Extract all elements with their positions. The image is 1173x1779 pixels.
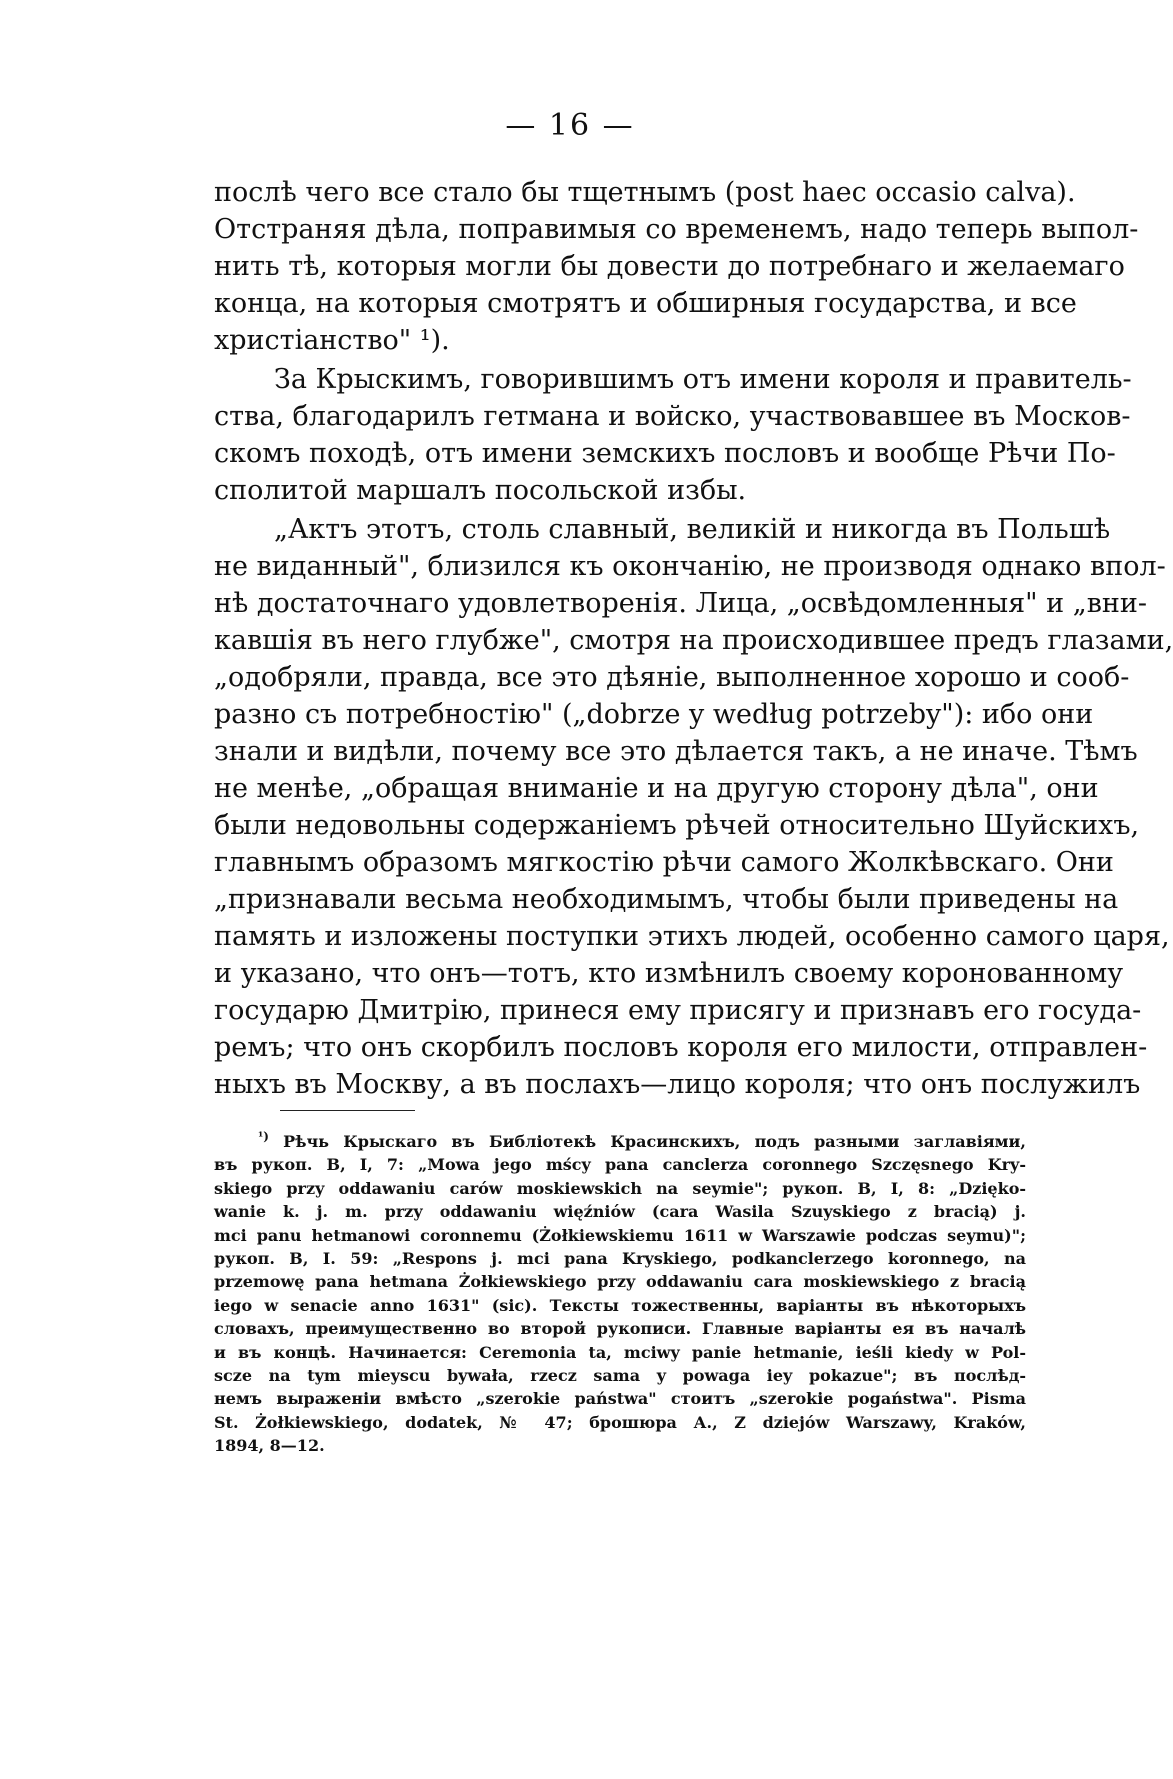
text-line: государю Дмитрію, принеся ему присягу и признавъ его госуда- [214, 995, 1142, 1026]
footnote-line: и въ концѣ. Начинается: Ceremonia ta, mciwy panie hetmanie, ieśli kiedy w Pol- [214, 1342, 1026, 1362]
footnote-line: scze na tym mieyscu bywała, rzecz sama y powaga iey pokazue"; въ послѣд- [214, 1365, 1026, 1385]
text-line: были недовольны содержаніемъ рѣчей относительно Шуйскихъ, [214, 810, 1140, 841]
text-line: знали и видѣли, почему все это дѣлается такъ, а не иначе. Тѣмъ [214, 736, 1138, 767]
footnote-line: въ рукоп. B, I, 7: „Mowa jego mścy pana canclerza coronnego Szczęsnego Kry- [214, 1155, 1026, 1175]
footnote-line: przemowę pana hetmana Żołkiewskiego przy oddawaniu cara moskiewskiego z bracią [214, 1272, 1026, 1292]
text-line: память и изложены поступки этихъ людей, особенно самого царя, [214, 921, 1170, 952]
text-line: послѣ чего все стало бы тщетнымъ (post haec occasio calva). [214, 177, 1076, 208]
footnote-line-first [214, 1130, 1026, 1153]
text-line: нѣ достаточнаго удовлетворенія. Лица, „освѣдомленныя" и „вни- [214, 588, 1148, 619]
page-number: — 16 — [505, 108, 635, 143]
text-line: главнымъ образомъ мягкостію рѣчи самого Жолкѣвскаго. Они [214, 847, 1114, 878]
footnote-line: словахъ, преимущественно во второй рукописи. Главные варіанты ея въ началѣ [214, 1319, 1026, 1339]
footnote-line: Рѣчь Крыскаго въ Библіотекѣ Красинскихъ, подъ разными заглавіями, [283, 1132, 1026, 1151]
footnote-divider [280, 1110, 415, 1111]
text-line: скомъ походѣ, отъ имени земскихъ пословъ и вообще Рѣчи По- [214, 438, 1116, 469]
text-line: кавшія въ него глубже", смотря на происходившее предъ глазами, [214, 625, 1173, 656]
text-line: ства, благодарилъ гетмана и войско, участвовавшее въ Москов- [214, 401, 1131, 432]
footnote-line: St. Żołkiewskiego, dodatek, № 47; брошюра А., Z dziejów Warszawy, Kraków, [214, 1412, 1026, 1432]
text-line: не виданный", близился къ окончанію, не производя однако впол- [214, 551, 1166, 582]
footnote-line: skiego przy oddawaniu carów moskiewskich na seymie"; рукоп. B, I, 8: „Dzięko- [214, 1178, 1026, 1198]
text-line: и указано, что онъ—тотъ, кто измѣнилъ своему коронованному [214, 958, 1124, 989]
text-line: За Крыскимъ, говорившимъ отъ имени короля и правитель- [274, 364, 1132, 395]
footnote-line: iego w senacie anno 1631" (sic). Тексты тожественны, варіанты въ нѣкоторыхъ [214, 1295, 1026, 1315]
text-line: „Актъ этотъ, столь славный, великій и никогда въ Польшѣ [274, 514, 1111, 545]
text-line: „одобряли, правда, все это дѣяніе, выполненное хорошо и сооб- [214, 662, 1130, 693]
text-line: Отстраняя дѣла, поправимыя со временемъ, надо теперь выпол- [214, 214, 1139, 245]
footnote-line: 1894, 8—12. [214, 1436, 325, 1456]
text-line: не менѣе, „обращая вниманіе и на другую сторону дѣла", они [214, 773, 1099, 804]
footnote-line: рукоп. B, I. 59: „Respons j. mci pana Kryskiego, podkanclerzego koronnego, na [214, 1248, 1026, 1268]
footnote [214, 1130, 1026, 1457]
main-text [214, 174, 1173, 1103]
text-line: нить тѣ, которыя могли бы довести до потребнаго и желаемаго [214, 251, 1125, 282]
text-line: разно съ потребностію" („dobrze y według potrzeby"): ибо они [214, 699, 1094, 730]
text-line: христіанство" ¹). [214, 325, 450, 356]
text-line: ныхъ въ Москву, а въ послахъ—лицо короля; что онъ послужилъ [214, 1069, 1141, 1100]
footnote-line: mci panu hetmanowi coronnemu (Żołkiewskiemu 1611 w Warszawie podczas seymu)"; [214, 1225, 1026, 1245]
footnote-line: wanie k. j. m. przy oddawaniu więźniów (cara Wasila Szuyskiego z bracią) j. [214, 1202, 1026, 1222]
text-line: сполитой маршалъ посольской избы. [214, 475, 747, 506]
text-line: конца, на которыя смотрятъ и обширныя государства, и все [214, 288, 1077, 319]
footnote-marker: ¹) [258, 1129, 269, 1144]
footnote-line: немъ выраженіи вмѣсто „szerokie państwa" стоитъ „szerokie pogaństwa". Pisma [214, 1389, 1026, 1409]
text-line: ремъ; что онъ скорбилъ пословъ короля его милости, отправлен- [214, 1032, 1148, 1063]
text-line: „признавали весьма необходимымъ, чтобы были приведены на [214, 884, 1119, 915]
